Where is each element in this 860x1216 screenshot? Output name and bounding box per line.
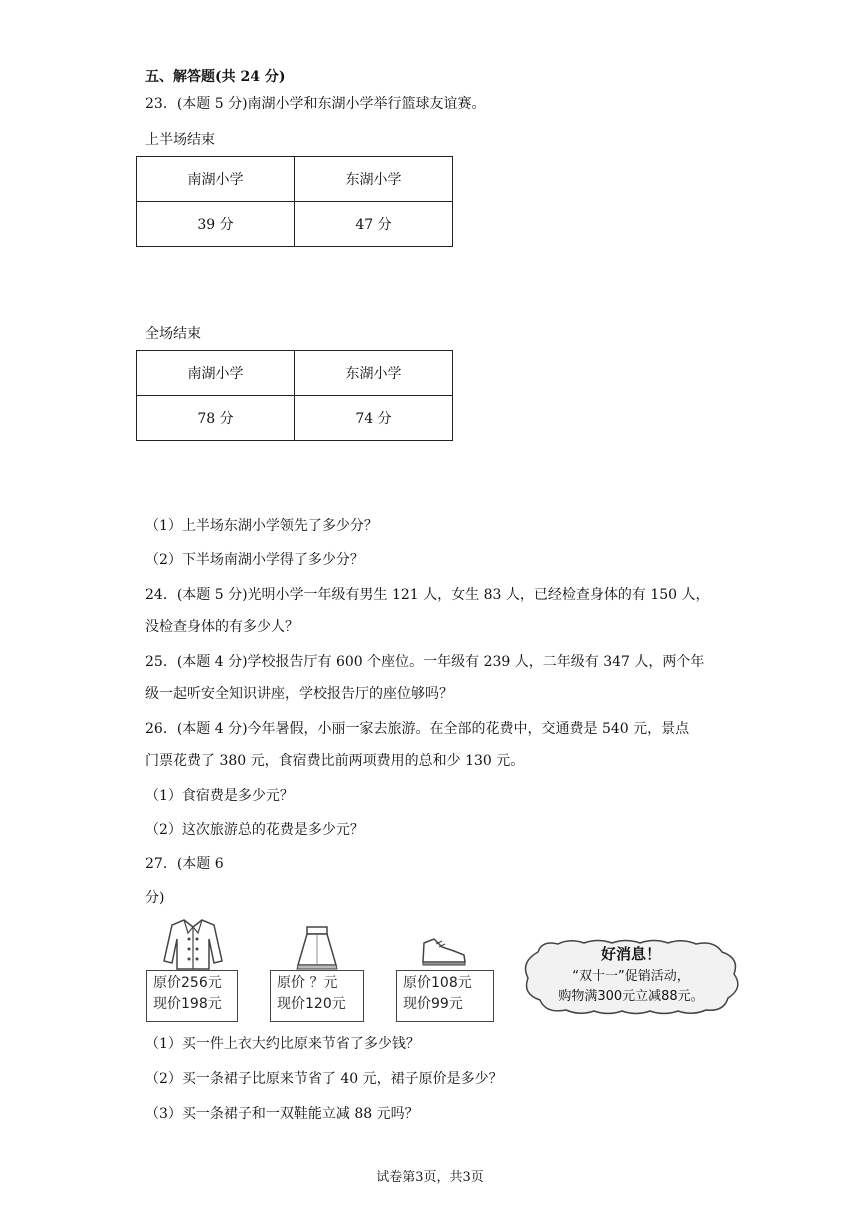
q26-line1: 26．(本题 4 分)今年暑假，小丽一家去旅游。在全部的花费中，交通费是 540 元，景点: [145, 721, 690, 737]
coat-original-price: 原价256元: [153, 975, 222, 991]
full-header-nanhu: 南湖小学: [137, 351, 295, 396]
q23-sub1: （1）上半场东湖小学领先了多少分？: [145, 518, 378, 534]
q27-sub3: （3）买一条裙子和一双鞋能立减 88 元吗？: [145, 1106, 419, 1122]
q23-sub2: （2）下半场南湖小学得了多少分？: [145, 552, 364, 568]
full-score-nanhu: 78 分: [137, 396, 295, 441]
full-time-table: [136, 350, 453, 441]
q24-line1: 24．(本题 5 分)光明小学一年级有男生 121 人，女生 83 人，已经检查身体的有 150 人，: [145, 587, 710, 603]
promo-bubble: [518, 938, 744, 1016]
shoe-price-box: [396, 970, 494, 1022]
shoe-icon: [420, 935, 468, 967]
skirt-current-price: 现价120元: [277, 996, 346, 1012]
half-score-nanhu: 39 分: [137, 202, 295, 247]
q24-line2: 没检查身体的有多少人？: [145, 619, 299, 635]
q27-line2: 分): [145, 890, 165, 906]
half-header-nanhu: 南湖小学: [137, 157, 295, 202]
q27-sub2: （2）买一条裙子比原来节省了 40 元，裙子原价是多少？: [145, 1071, 503, 1087]
q23-text: 23．(本题 5 分)南湖小学和东湖小学举行篮球友谊赛。: [145, 96, 486, 112]
promo-title: 好消息！: [600, 945, 661, 963]
full-header-donghu: 东湖小学: [295, 351, 453, 396]
q25-line1: 25．(本题 4 分)学校报告厅有 600 个座位。一年级有 239 人，二年级有 347 人，两个年: [145, 654, 705, 670]
q26-line2: 门票花费了 380 元，食宿费比前两项费用的总和少 130 元。: [145, 753, 525, 769]
promo-line1: “双十一”促销活动，: [572, 969, 690, 984]
q26-sub1: （1）食宿费是多少元？: [145, 788, 294, 804]
skirt-icon: [294, 925, 340, 971]
skirt-price-box: [270, 970, 364, 1022]
q26-sub2: （2）这次旅游总的花费是多少元？: [145, 822, 364, 838]
q27-line1: 27．(本题 6: [145, 856, 224, 872]
half-time-table: [136, 156, 453, 247]
promo-line2: 购物满300元立减88元。: [558, 989, 704, 1004]
page-footer: 试卷第3页，共3页: [376, 1170, 484, 1185]
full-time-label: 全场结束: [145, 326, 201, 342]
coat-icon: [162, 917, 224, 971]
coat-price-box: [146, 970, 238, 1022]
half-time-label: 上半场结束: [145, 132, 215, 148]
shoe-original-price: 原价108元: [403, 975, 472, 991]
coat-current-price: 现价198元: [153, 996, 222, 1012]
q25-line2: 级一起听安全知识讲座，学校报告厅的座位够吗？: [145, 686, 453, 702]
skirt-original-price: 原价 ？元: [277, 975, 338, 991]
full-score-donghu: 74 分: [295, 396, 453, 441]
shoe-current-price: 现价99元: [403, 996, 463, 1012]
half-header-donghu: 东湖小学: [295, 157, 453, 202]
q27-sub1: （1）买一件上衣大约比原来节省了多少钱？: [145, 1036, 420, 1052]
section-title: 五、解答题(共 24 分): [145, 69, 286, 85]
half-score-donghu: 47 分: [295, 202, 453, 247]
